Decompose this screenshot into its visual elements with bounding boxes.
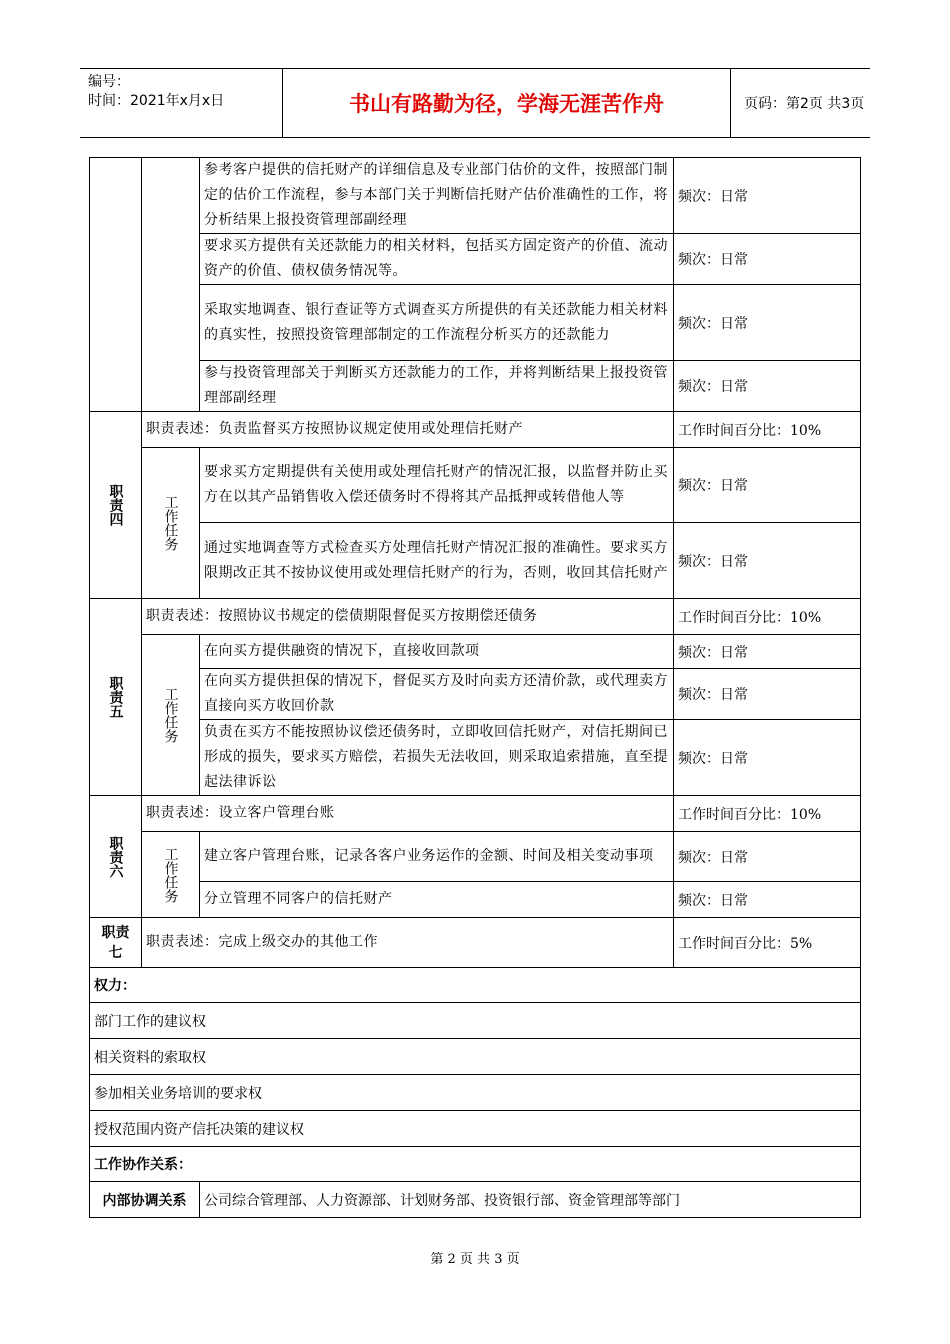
table-row [90, 412, 861, 448]
task-frequency: 频次：日常 [674, 882, 861, 918]
table-row [90, 285, 861, 361]
task-frequency: 频次：日常 [674, 635, 861, 669]
header-meta [80, 69, 283, 137]
task-text: 要求买方提供有关还款能力的相关材料，包括买方固定资产的价值、流动资产的价值、债权债务情况等。 [200, 234, 674, 285]
task-text: 要求买方定期提供有关使用或处理信托财产的情况汇报，以监督并防止买方在以其产品销售收入偿还债务时不得将其产品抵押或转借他人等 [200, 448, 674, 523]
page-footer: 第 2 页 共 3 页 [430, 1252, 520, 1267]
task-frequency: 频次：日常 [674, 523, 861, 599]
table-row [90, 669, 861, 720]
table-row [90, 1147, 861, 1182]
task-text: 负责在买方不能按照协议偿还债务时，立即收回信托财产，对信托期间已形成的损失，要求买方赔偿，若损失无法收回，则采取追索措施，直至提起法律诉讼 [200, 720, 674, 796]
duty-label-7: 职责七 [90, 918, 142, 968]
page-header [80, 68, 870, 138]
power-item: 相关资料的索取权 [90, 1039, 861, 1075]
task-frequency: 频次：日常 [674, 158, 861, 234]
duty-time-percent: 工作时间百分比：10% [674, 599, 861, 635]
internal-relations-label: 内部协调关系 [90, 1182, 200, 1218]
time-label: 时间：2021年x月x日 [88, 93, 225, 109]
task-frequency: 频次：日常 [674, 234, 861, 285]
internal-relations-value: 公司综合管理部、人力资源部、计划财务部、投资银行部、资金管理部等部门 [200, 1182, 861, 1218]
table-row [90, 1111, 861, 1147]
header-motto: 书山有路勤为径，学海无涯苦作舟 [283, 69, 731, 137]
duty-description: 职责表述：设立客户管理台账 [142, 796, 674, 832]
duty-label-6: 职责六 [90, 796, 142, 918]
task-label: 工作任务 [142, 832, 200, 918]
task-frequency: 频次：日常 [674, 285, 861, 361]
table-row [90, 523, 861, 599]
table-row [90, 635, 861, 669]
task-frequency: 频次：日常 [674, 720, 861, 796]
relations-title: 工作协作关系： [90, 1147, 861, 1182]
table-row [90, 968, 861, 1003]
task-label: 工作任务 [142, 448, 200, 599]
task-text: 参与投资管理部关于判断买方还款能力的工作，并将判断结果上报投资管理部副经理 [200, 361, 674, 412]
task-text: 采取实地调查、银行查证等方式调查买方所提供的有关还款能力相关材料的真实性，按照投资管理部制定的工作流程分析买方的还款能力 [200, 285, 674, 361]
table-row [90, 158, 861, 234]
table-row [90, 448, 861, 523]
task-frequency: 频次：日常 [674, 832, 861, 882]
task-text: 在向买方提供融资的情况下，直接收回款项 [200, 635, 674, 669]
table-row [90, 1182, 861, 1218]
table-row [90, 234, 861, 285]
task-label-cell [142, 158, 200, 412]
task-text: 建立客户管理台账，记录各客户业务运作的金额、时间及相关变动事项 [200, 832, 674, 882]
duty-time-percent: 工作时间百分比：5% [674, 918, 861, 968]
duty-time-percent: 工作时间百分比：10% [674, 412, 861, 448]
power-item: 部门工作的建议权 [90, 1003, 861, 1039]
duty-label-5: 职责五 [90, 599, 142, 796]
task-text: 通过实地调查等方式检查买方处理信托财产情况汇报的准确性。要求买方限期改正其不按协议使用或处理信托财产的行为，否则，收回其信托财产 [200, 523, 674, 599]
table-row [90, 1039, 861, 1075]
task-frequency: 频次：日常 [674, 361, 861, 412]
number-label: 编号： [88, 74, 130, 90]
table-row [90, 796, 861, 832]
duty-description: 职责表述：完成上级交办的其他工作 [142, 918, 674, 968]
task-text: 分立管理不同客户的信托财产 [200, 882, 674, 918]
duty-description: 职责表述：负责监督买方按照协议规定使用或处理信托财产 [142, 412, 674, 448]
task-text: 在向买方提供担保的情况下，督促买方及时向卖方还清价款，或代理卖方直接向买方收回价款 [200, 669, 674, 720]
power-item: 授权范围内资产信托决策的建议权 [90, 1111, 861, 1147]
table-row [90, 361, 861, 412]
table-row [90, 599, 861, 635]
duty-table [89, 157, 861, 1218]
table-row [90, 882, 861, 918]
duty-label-4: 职责四 [90, 412, 142, 599]
table-row [90, 832, 861, 882]
table-row [90, 918, 861, 968]
power-item: 参加相关业务培训的要求权 [90, 1075, 861, 1111]
table-row [90, 720, 861, 796]
duty-label-cell [90, 158, 142, 412]
task-label: 工作任务 [142, 635, 200, 796]
duty-description: 职责表述：按照协议书规定的偿债期限督促买方按期偿还债务 [142, 599, 674, 635]
duty-time-percent: 工作时间百分比：10% [674, 796, 861, 832]
powers-title: 权力： [90, 968, 861, 1003]
task-text: 参考客户提供的信托财产的详细信息及专业部门估价的文件，按照部门制定的估价工作流程，参与本部门关于判断信托财产估价准确性的工作，将分析结果上报投资管理部副经理 [200, 158, 674, 234]
task-frequency: 频次：日常 [674, 669, 861, 720]
task-frequency: 频次：日常 [674, 448, 861, 523]
header-page-label: 页码：第2页 共3页 [744, 96, 865, 112]
table-row [90, 1003, 861, 1039]
table-row [90, 1075, 861, 1111]
